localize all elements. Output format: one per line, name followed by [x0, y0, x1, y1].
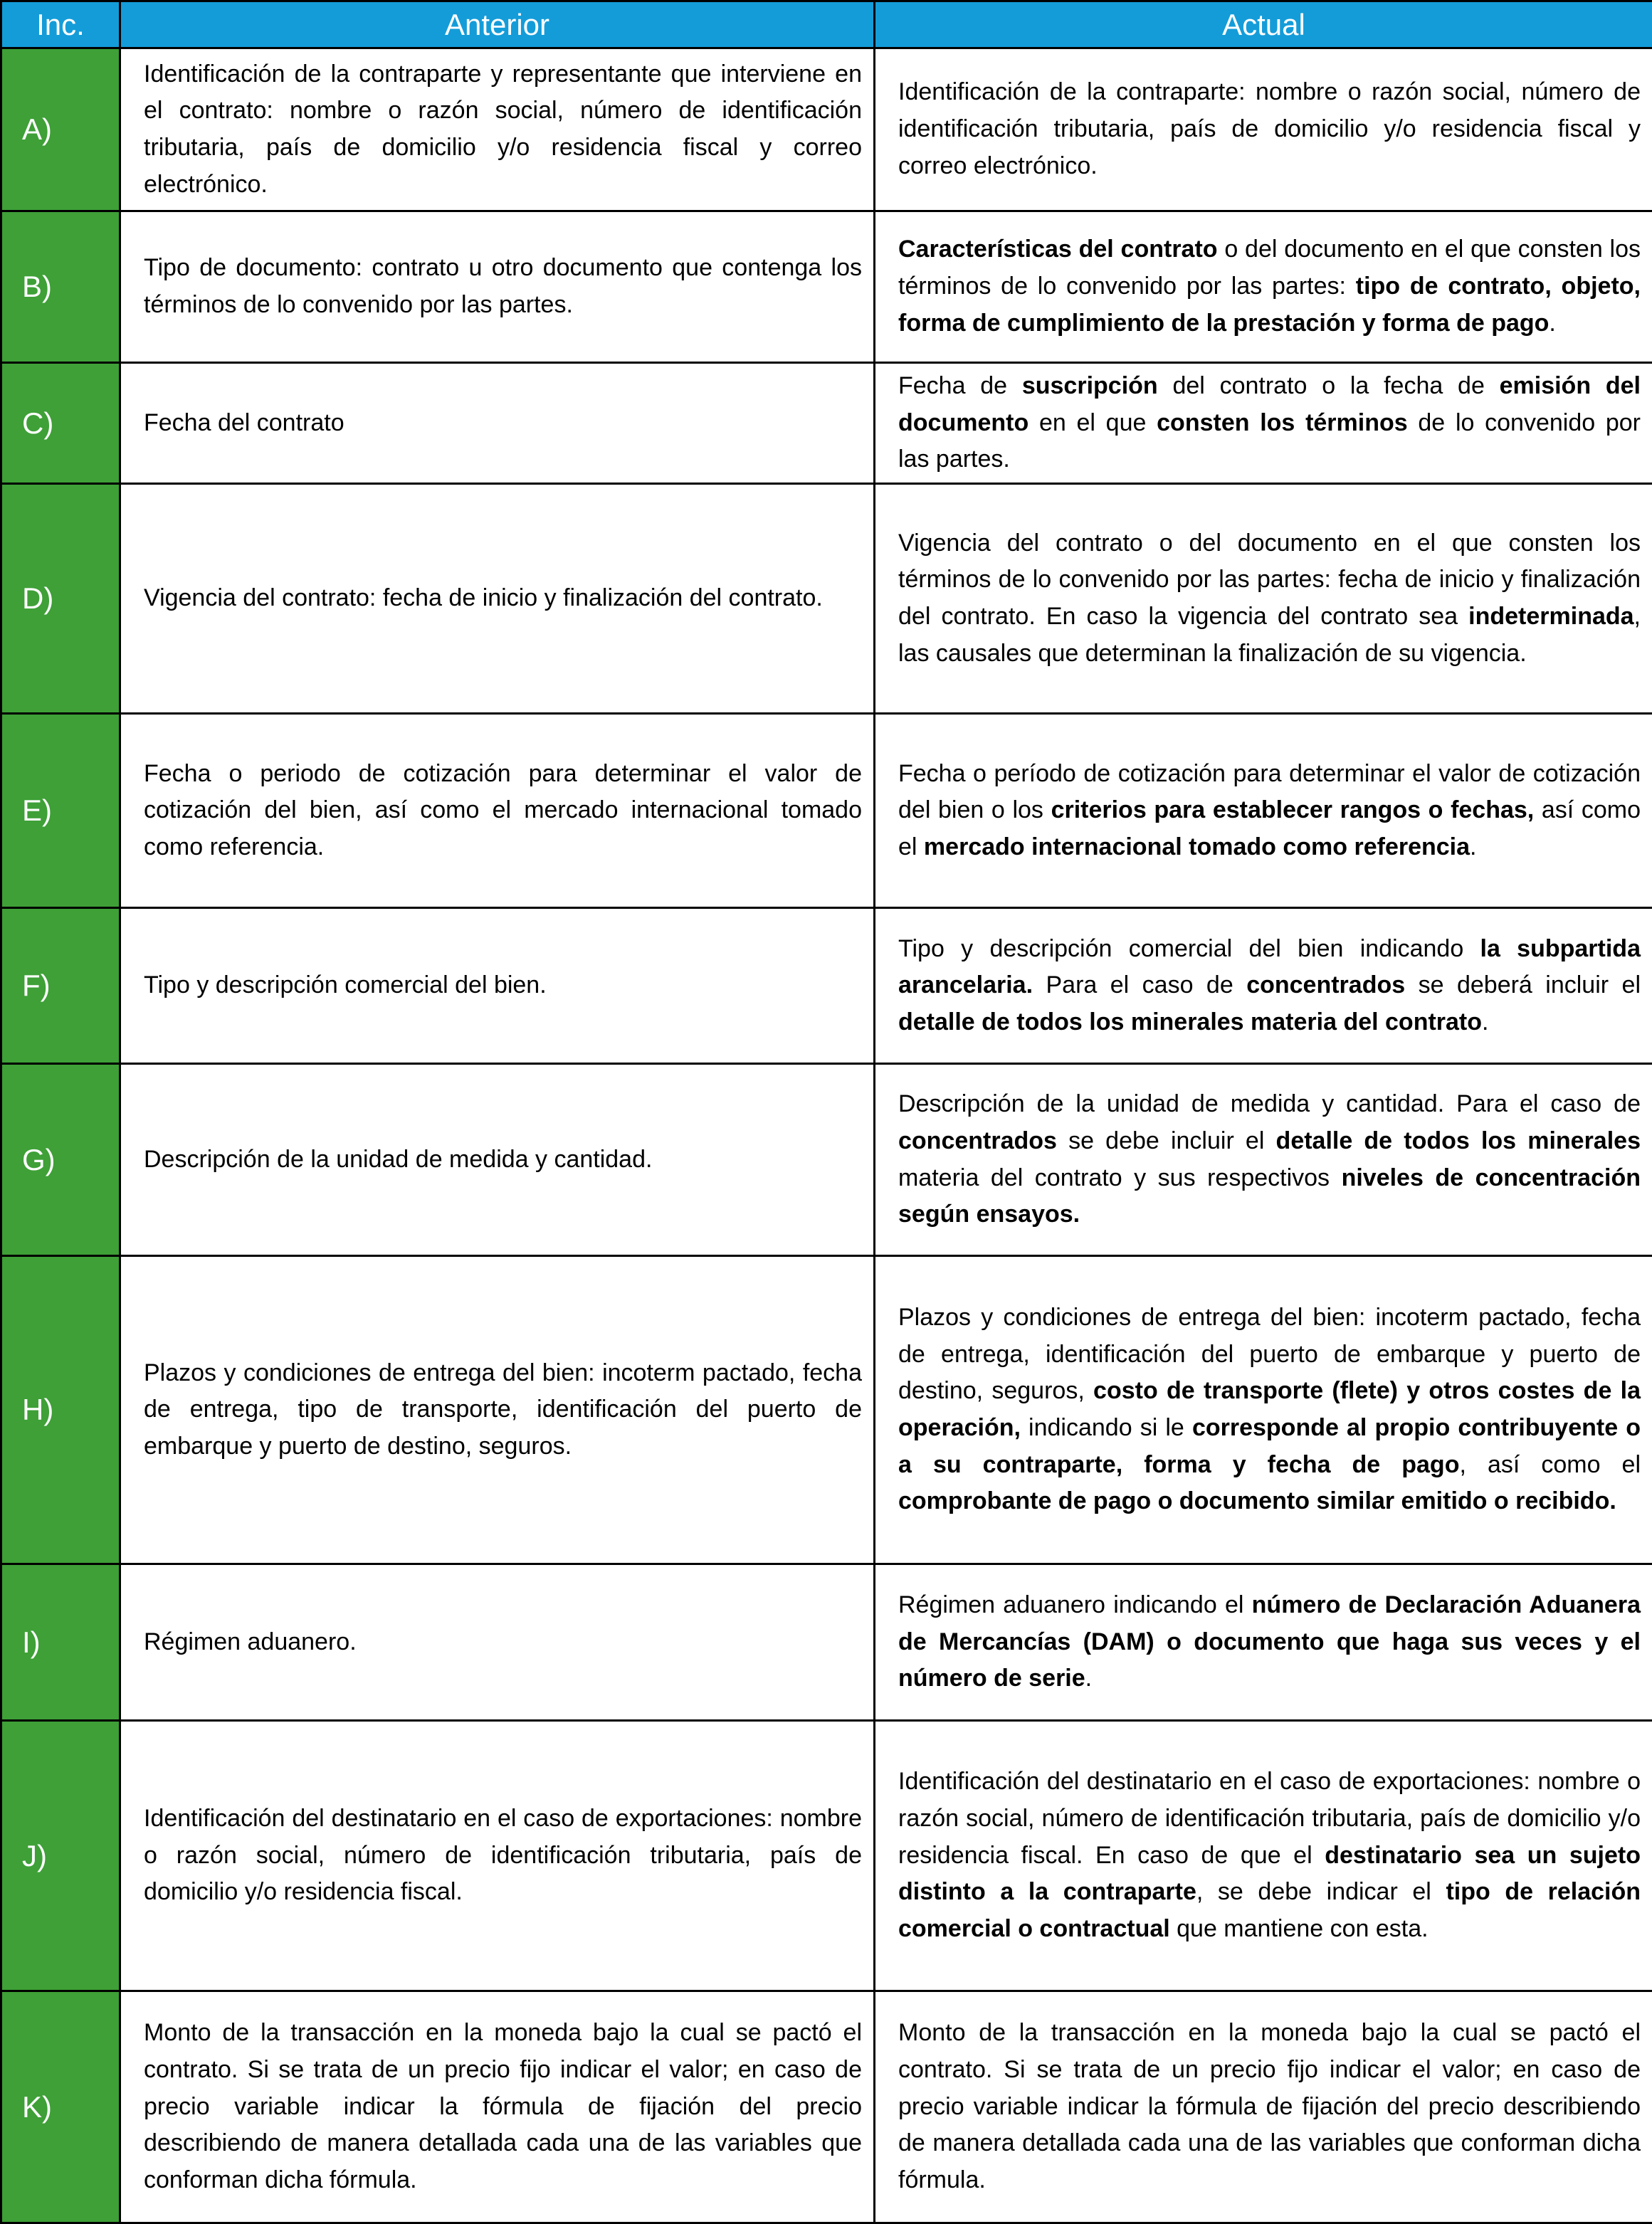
table-row-e [1, 714, 1652, 908]
table-row-h [1, 1256, 1652, 1564]
table-row-f [1, 908, 1652, 1064]
table-row-a [1, 48, 1652, 211]
header-anterior: Anterior [120, 1, 875, 48]
table-row-j [1, 1721, 1652, 1991]
actual-cell: Monto de la transacción en la moneda bajo la cual se pactó el contrato. Si se trata de un precio fijo indicar el valor; en caso de precio variable indicar la fórmula de fijación del precio describiendo de manera detallada cada una de las variables que conforman dicha fórmula. [875, 1991, 1652, 2223]
header-inc: Inc. [1, 1, 120, 48]
anterior-cell: Plazos y condiciones de entrega del bien: incoterm pactado, fecha de entrega, tipo de transporte, identificación del puerto de embarque y puerto de destino, seguros. [120, 1256, 875, 1564]
inc-label: E) [1, 714, 120, 908]
anterior-cell: Fecha o periodo de cotización para determinar el valor de cotización del bien, así como el mercado internacional tomado como referencia. [120, 714, 875, 908]
table-header [1, 1, 1652, 48]
actual-cell: Fecha o período de cotización para determinar el valor de cotización del bien o los criterios para establecer rangos o fechas, así como el mercado internacional tomado como referencia. [875, 714, 1652, 908]
actual-cell: Características del contrato o del documento en el que consten los términos de lo convenido por las partes: tipo de contrato, objeto, forma de cumplimiento de la prestación y forma de pago. [875, 211, 1652, 363]
actual-cell: Identificación de la contraparte: nombre o razón social, número de identificación tributaria, país de domicilio y/o residencia fiscal y correo electrónico. [875, 48, 1652, 211]
table-row-g [1, 1064, 1652, 1256]
anterior-cell: Tipo y descripción comercial del bien. [120, 908, 875, 1064]
anterior-cell: Monto de la transacción en la moneda bajo la cual se pactó el contrato. Si se trata de un precio fijo indicar el valor; en caso de precio variable indicar la fórmula de fijación del precio describiendo de manera detallada cada una de las variables que conforman dicha fórmula. [120, 1991, 875, 2223]
table-row-i [1, 1564, 1652, 1721]
inc-label: A) [1, 48, 120, 211]
anterior-cell: Vigencia del contrato: fecha de inicio y finalización del contrato. [120, 484, 875, 714]
inc-label: C) [1, 363, 120, 484]
inc-label: G) [1, 1064, 120, 1256]
inc-label: H) [1, 1256, 120, 1564]
anterior-cell: Identificación del destinatario en el caso de exportaciones: nombre o razón social, número de identificación tributaria, país de domicilio y/o residencia fiscal. [120, 1721, 875, 1991]
actual-cell: Vigencia del contrato o del documento en el que consten los términos de lo convenido por las partes: fecha de inicio y finalización del contrato. En caso la vigencia del contrato sea indeterminada, las causales que determinan la finalización de su vigencia. [875, 484, 1652, 714]
inc-label: J) [1, 1721, 120, 1991]
actual-cell: Identificación del destinatario en el caso de exportaciones: nombre o razón social, número de identificación tributaria, país de domicilio y/o residencia fiscal. En caso de que el destinatario sea un sujeto distinto a la contraparte, se debe indicar el tipo de relación comercial o contractual que mantiene con esta. [875, 1721, 1652, 1991]
actual-cell: Régimen aduanero indicando el número de Declaración Aduanera de Mercancías (DAM) o documento que haga sus veces y el número de serie. [875, 1564, 1652, 1721]
anterior-cell: Descripción de la unidad de medida y cantidad. [120, 1064, 875, 1256]
header-actual: Actual [875, 1, 1652, 48]
actual-cell: Tipo y descripción comercial del bien indicando la subpartida arancelaria. Para el caso de concentrados se deberá incluir el detalle de todos los minerales materia del contrato. [875, 908, 1652, 1064]
anterior-cell: Identificación de la contraparte y representante que interviene en el contrato: nombre o razón social, número de identificación tributaria, país de domicilio y/o residencia fiscal y correo electrónico. [120, 48, 875, 211]
inc-label: D) [1, 484, 120, 714]
inc-label: F) [1, 908, 120, 1064]
anterior-cell: Régimen aduanero. [120, 1564, 875, 1721]
table-row-d [1, 484, 1652, 714]
table-body [1, 48, 1652, 2223]
inc-label: B) [1, 211, 120, 363]
table-row-k [1, 1991, 1652, 2223]
actual-cell: Descripción de la unidad de medida y cantidad. Para el caso de concentrados se debe incluir el detalle de todos los minerales materia del contrato y sus respectivos niveles de concentración según ensayos. [875, 1064, 1652, 1256]
table-row-b [1, 211, 1652, 363]
inc-label: K) [1, 1991, 120, 2223]
actual-cell: Fecha de suscripción del contrato o la fecha de emisión del documento en el que consten los términos de lo convenido por las partes. [875, 363, 1652, 484]
table-row-c [1, 363, 1652, 484]
anterior-cell: Tipo de documento: contrato u otro documento que contenga los términos de lo convenido por las partes. [120, 211, 875, 363]
anterior-cell: Fecha del contrato [120, 363, 875, 484]
actual-cell: Plazos y condiciones de entrega del bien: incoterm pactado, fecha de entrega, identificación del puerto de embarque y puerto de destino, seguros, costo de transporte (flete) y otros costes de la operación, indicando si le corresponde al propio contribuyente o a su contraparte, forma y fecha de pago, así como el comprobante de pago o documento similar emitido o recibido. [875, 1256, 1652, 1564]
header-row [1, 1, 1652, 48]
inc-label: I) [1, 1564, 120, 1721]
